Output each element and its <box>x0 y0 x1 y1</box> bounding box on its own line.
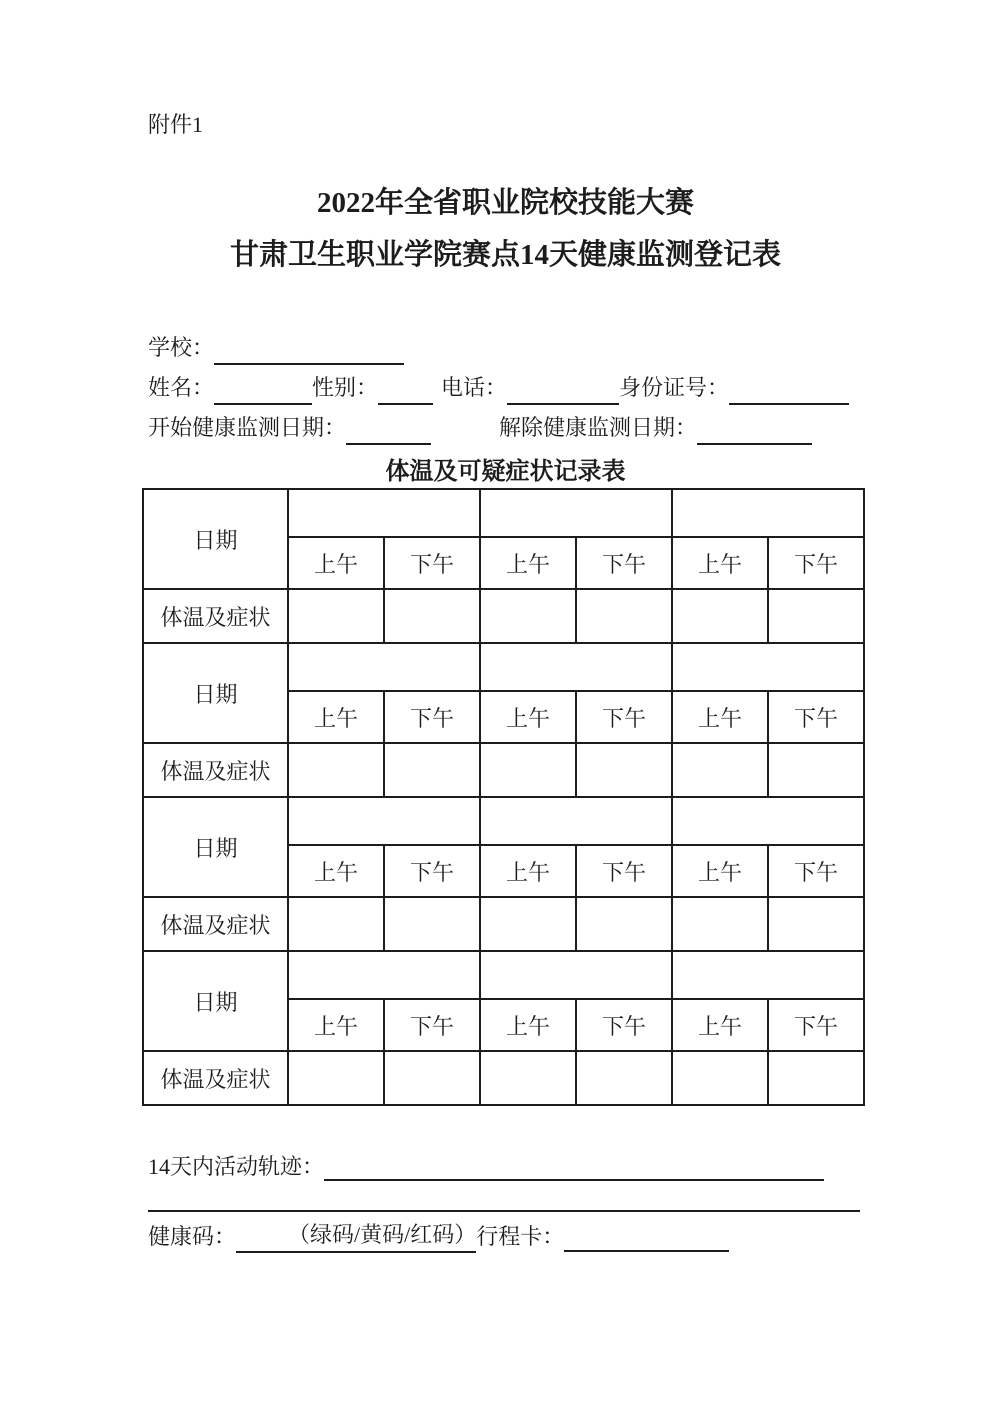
pm-header-cell: 下午 <box>768 537 864 589</box>
symptom-value-cell <box>576 1051 672 1105</box>
symptom-value-cell <box>576 589 672 643</box>
monitor-start-blank <box>346 419 431 445</box>
trajectory-blank-line1 <box>324 1155 824 1181</box>
date-label-cell: 日期 <box>143 643 288 743</box>
date-row <box>143 951 864 999</box>
am-header-cell: 上午 <box>288 537 384 589</box>
id-field-blank <box>729 379 849 405</box>
pm-header-cell: 下午 <box>384 845 480 897</box>
pm-header-cell: 下午 <box>384 691 480 743</box>
symptom-value-cell <box>672 743 768 797</box>
doc-title-line2: 甘肃卫生职业学院赛点14天健康监测登记表 <box>229 239 781 271</box>
pm-header-cell: 下午 <box>576 999 672 1051</box>
date-value-cell <box>672 489 864 537</box>
form-line-school <box>148 328 863 368</box>
phone-label: 电话： <box>441 375 508 400</box>
date-value-cell <box>288 951 480 999</box>
pm-header-cell: 下午 <box>768 691 864 743</box>
footer-section <box>148 1150 863 1255</box>
date-label-cell: 日期 <box>143 489 288 589</box>
travel-card-blank <box>564 1226 729 1252</box>
gender-field-blank <box>378 379 433 405</box>
pm-header-cell: 下午 <box>576 691 672 743</box>
symptom-label-cell: 体温及症状 <box>143 589 288 643</box>
health-code-options: （绿码/黄码/红码） <box>288 1222 477 1247</box>
pm-header-cell: 下午 <box>384 537 480 589</box>
am-header-cell: 上午 <box>480 691 576 743</box>
symptom-value-cell <box>288 743 384 797</box>
header-form <box>148 328 863 448</box>
form-line-dates <box>148 408 863 448</box>
date-row <box>143 797 864 845</box>
name-field-blank <box>214 379 312 405</box>
record-table-title: 体温及可疑症状记录表 <box>385 459 626 485</box>
symptom-row <box>143 1051 864 1105</box>
symptom-value-cell <box>768 897 864 951</box>
symptom-row <box>143 743 864 797</box>
date-value-cell <box>672 643 864 691</box>
symptom-value-cell <box>576 897 672 951</box>
symptom-value-cell <box>672 1051 768 1105</box>
symptom-label-cell: 体温及症状 <box>143 1051 288 1105</box>
form-line-personal <box>148 368 863 408</box>
date-row <box>143 643 864 691</box>
school-label: 学校： <box>148 335 215 360</box>
symptom-label-cell: 体温及症状 <box>143 897 288 951</box>
symptom-row <box>143 897 864 951</box>
date-value-cell <box>288 489 480 537</box>
am-header-cell: 上午 <box>672 845 768 897</box>
symptom-value-cell <box>576 743 672 797</box>
trajectory-blank-line2 <box>148 1210 860 1212</box>
id-label: 身份证号： <box>619 375 730 400</box>
am-header-cell: 上午 <box>480 845 576 897</box>
school-field-blank <box>214 339 404 365</box>
am-header-cell: 上午 <box>288 691 384 743</box>
symptom-value-cell <box>288 1051 384 1105</box>
symptom-value-cell <box>480 589 576 643</box>
am-header-cell: 上午 <box>288 845 384 897</box>
am-header-cell: 上午 <box>672 691 768 743</box>
symptom-value-cell <box>384 743 480 797</box>
am-header-cell: 上午 <box>672 999 768 1051</box>
am-header-cell: 上午 <box>480 999 576 1051</box>
doc-title-line1: 2022年全省职业院校技能大赛 <box>316 187 694 219</box>
symptom-value-cell <box>288 589 384 643</box>
symptom-row <box>143 589 864 643</box>
symptom-value-cell <box>672 589 768 643</box>
record-table-body <box>143 489 864 1105</box>
pm-header-cell: 下午 <box>384 999 480 1051</box>
symptom-value-cell <box>672 897 768 951</box>
symptom-value-cell <box>384 897 480 951</box>
health-code-label: 健康码： <box>148 1224 237 1249</box>
date-value-cell <box>480 643 672 691</box>
date-label-cell: 日期 <box>143 951 288 1051</box>
attachment-label: 附件1 <box>148 112 204 137</box>
am-header-cell: 上午 <box>288 999 384 1051</box>
record-table <box>142 488 865 1106</box>
symptom-value-cell <box>480 743 576 797</box>
symptom-value-cell <box>768 1051 864 1105</box>
pm-header-cell: 下午 <box>576 845 672 897</box>
monitor-end-blank <box>697 419 812 445</box>
health-code-line <box>148 1219 863 1255</box>
am-header-cell: 上午 <box>480 537 576 589</box>
am-header-cell: 上午 <box>672 537 768 589</box>
travel-card-label: 行程卡： <box>476 1224 565 1249</box>
symptom-value-cell <box>768 743 864 797</box>
date-value-cell <box>672 797 864 845</box>
symptom-value-cell <box>768 589 864 643</box>
date-value-cell <box>288 797 480 845</box>
symptom-value-cell <box>288 897 384 951</box>
symptom-value-cell <box>384 1051 480 1105</box>
date-value-cell <box>480 797 672 845</box>
date-value-cell <box>672 951 864 999</box>
pm-header-cell: 下午 <box>768 999 864 1051</box>
date-value-cell <box>288 643 480 691</box>
symptom-value-cell <box>384 589 480 643</box>
name-label: 姓名： <box>148 375 215 400</box>
pm-header-cell: 下午 <box>768 845 864 897</box>
date-row <box>143 489 864 537</box>
trajectory-label: 14天内活动轨迹： <box>148 1154 325 1179</box>
trajectory-line <box>148 1150 863 1184</box>
phone-field-blank <box>507 379 619 405</box>
date-value-cell <box>480 951 672 999</box>
monitor-start-label: 开始健康监测日期： <box>148 415 347 440</box>
symptom-value-cell <box>480 1051 576 1105</box>
monitor-end-label: 解除健康监测日期： <box>499 415 698 440</box>
health-code-blank-group <box>236 1219 476 1253</box>
symptom-value-cell <box>480 897 576 951</box>
gender-label: 性别： <box>312 375 379 400</box>
date-label-cell: 日期 <box>143 797 288 897</box>
date-value-cell <box>480 489 672 537</box>
symptom-label-cell: 体温及症状 <box>143 743 288 797</box>
pm-header-cell: 下午 <box>576 537 672 589</box>
